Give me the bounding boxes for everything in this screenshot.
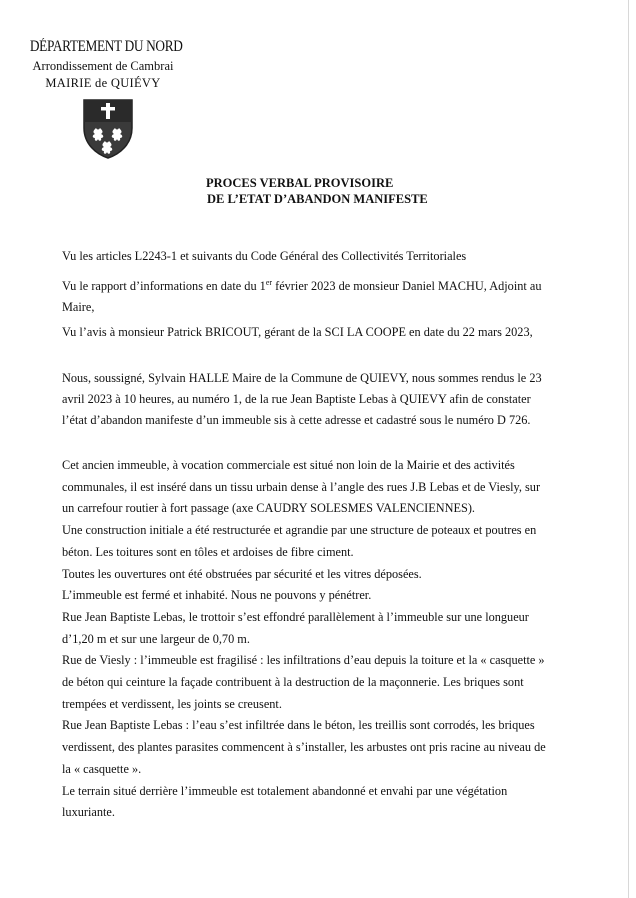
desc-line: un carrefour routier à fort passage (axe CAUDRY SOLESMES VALENCIENNES). [62, 501, 476, 516]
title-line-1: PROCES VERBAL PROVISOIRE [206, 176, 394, 190]
letterhead [18, 37, 188, 92]
nous-line: Nous, soussigné, Sylvain HALLE Maire de la Commune de QUIEVY, nous sommes rendus le 23 [62, 371, 542, 385]
nous-line: l’état d’abandon manifeste d’un immeuble sis à cette adresse et cadastré sous le numéro D 726. [62, 413, 531, 427]
vu-rapport-line-2: Maire, [62, 300, 95, 314]
vu-rapport-sup: er [265, 277, 273, 287]
desc-line: luxuriante. [62, 805, 115, 820]
vu-rapport [62, 276, 576, 318]
desc-line: la « casquette ». [62, 761, 142, 776]
desc-line: Le terrain situé derrière l’immeuble est totalement abandonné et envahi par une végétation [62, 783, 508, 798]
desc-line: Une construction initiale a été restructurée et agrandie par une structure de poteaux et poutres en [62, 523, 537, 538]
desc-line: béton. Les toitures sont en tôles et ardoises de fibre ciment. [62, 544, 354, 559]
vu-avis [62, 322, 576, 343]
coat-of-arms-icon [82, 98, 134, 160]
desc-line: Rue Jean Baptiste Lebas, le trottoir s’est effondré parallèlement à l’immeuble sur une longueur [62, 609, 529, 624]
desc-line: de béton qui ceinture la façade contribuent à la destruction de la maçonnerie. Les briques sont [62, 675, 524, 690]
vu-rapport-part-a: Vu le rapport d’informations en date du 1 [62, 279, 266, 293]
desc-line: Cet ancien immeuble, à vocation commerciale est situé non loin de la Mairie et des activités [62, 458, 515, 472]
desc-line: d’1,20 m et sur une largeur de 0,70 m. [62, 631, 250, 646]
vu-avis-text: Vu l’avis à monsieur Patrick BRICOUT, gérant de la SCI LA COOPE en date du 22 mars 2023, [62, 325, 533, 339]
vu-rapport-line-1 [62, 276, 576, 297]
mairie-name: MAIRIE de QUIÉVY [45, 76, 161, 90]
desc-line: trempées et verdissent, les joints se creusent. [62, 696, 282, 711]
desc-line: L’immeuble est fermé et inhabité. Nous ne pouvons y pénétrer. [62, 588, 372, 603]
title-line-2: DE L’ETAT D’ABANDON MANIFESTE [207, 192, 428, 206]
desc-line: Rue Jean Baptiste Lebas : l’eau s’est infiltrée dans le béton, les treillis sont corrodés, les briques [62, 718, 535, 733]
desc-line: verdissent, des plantes parasites commencent à s’installer, les arbustes ont pris racine au niveau de [62, 740, 546, 755]
vu-articles [62, 246, 576, 267]
document-title [206, 175, 428, 207]
nous-line: avril 2023 à 10 heures, au numéro 1, de la rue Jean Baptiste Lebas à QUIEVY afin de constater [62, 392, 531, 406]
vu-rapport-part-b: février 2023 de monsieur Daniel MACHU, Adjoint au [272, 279, 542, 293]
desc-line: Rue de Viesly : l’immeuble est fragilisé : les infiltrations d’eau depuis la toiture et la « casquette » [62, 653, 545, 668]
desc-line: communales, il est inséré dans un tissu urbain dense à l’angle des rues J.B Lebas et de Viesly, sur [62, 479, 541, 494]
desc-line: Toutes les ouvertures ont été obstruées par sécurité et les vitres déposées. [62, 566, 422, 581]
description-paragraph [62, 455, 576, 824]
vu-articles-text: Vu les articles L2243-1 et suivants du Code Général des Collectivités Territoriales [62, 249, 467, 263]
nous-paragraph [62, 368, 576, 431]
arrondissement: Arrondissement de Cambrai [32, 59, 174, 73]
page-edge [628, 0, 629, 898]
department-name: DÉPARTEMENT DU NORD [29, 38, 183, 55]
